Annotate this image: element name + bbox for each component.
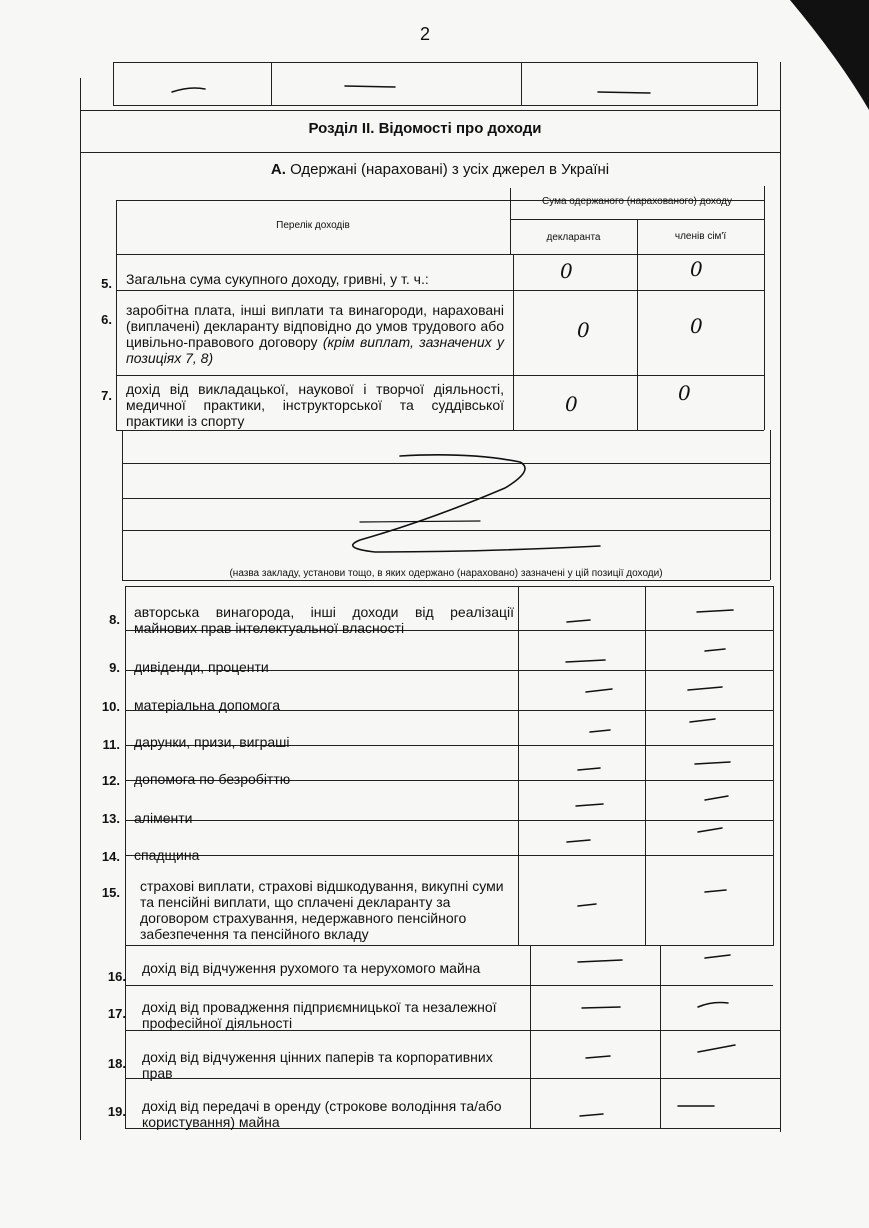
row-number: 16. [107, 969, 126, 984]
row-number: 18. [107, 1056, 126, 1071]
family-value: 0 [690, 314, 703, 338]
dash-mark [590, 730, 610, 732]
row-label: авторська винагорода, інші доходи від реалізації майнових прав інтелектуальної власності [134, 604, 514, 636]
dash-mark [705, 890, 726, 892]
header-income-list: Перелік доходів [276, 220, 350, 231]
dash-mark [566, 660, 605, 662]
row-label: заробітна плата, інші виплати та винагороди, нараховані (виплачені) декларанту відповідно до умов трудового або цивільно-правового договору [126, 302, 504, 350]
dash-mark [698, 1003, 728, 1008]
page-number: 2 [420, 24, 431, 44]
dash-mark [690, 719, 715, 722]
strike-line-mark [360, 521, 480, 522]
row-number: 19. [107, 1104, 126, 1119]
row-label: аліменти [134, 810, 193, 826]
scan-corner-shadow [790, 0, 869, 110]
row-number: 14. [101, 849, 120, 864]
declarant-value: 0 [560, 259, 573, 283]
dash-mark [578, 904, 596, 906]
dash-mark [586, 689, 612, 692]
header-amount: Сума одержаного (нарахованого) доходу [541, 196, 732, 207]
row-label: дарунки, призи, виграші [134, 734, 290, 750]
family-value: 0 [678, 381, 691, 405]
row-number: 8. [109, 612, 120, 627]
dash-mark [695, 762, 730, 764]
row-number: 9. [109, 660, 120, 675]
dash-mark [688, 687, 722, 690]
dash-mark [345, 86, 395, 87]
dash-mark [567, 840, 590, 842]
row-number: 15. [101, 885, 120, 900]
dash-mark [567, 620, 590, 622]
row-label: допомога по безробіттю [134, 771, 291, 787]
row-number: 11. [102, 737, 120, 752]
row-number: 6. [101, 312, 112, 327]
row-label: Загальна сума сукупного доходу, гривні, у т. ч.: [126, 271, 429, 287]
row-number: 13. [101, 811, 120, 826]
dash-mark [598, 92, 650, 93]
dash-mark [576, 804, 603, 806]
row-note: (крім виплат, зазначених у позиціях 7, 8) [126, 334, 504, 366]
dash-mark [698, 1045, 735, 1052]
dash-mark [578, 768, 600, 770]
dash-mark [586, 1056, 610, 1058]
section-title: Розділ ІІ. Відомості про доходи [308, 120, 542, 137]
dash-mark [705, 955, 730, 958]
row-label: дивіденди, проценти [134, 659, 269, 675]
row-label: матеріальна допомога [134, 697, 281, 713]
header-family: членів сім'ї [674, 231, 727, 242]
row-label: страхові виплати, страхові відшкодування, викупні суми та пенсійні виплати, що сплачені декларанту за договором страхування, недержавного пенсійного забезпечення та пенсійного вкладу [140, 878, 504, 942]
z-strike-mark [353, 455, 600, 552]
family-value: 0 [690, 257, 703, 281]
dash-mark [172, 88, 205, 92]
row-number: 17. [107, 1006, 126, 1021]
dash-mark [582, 1007, 620, 1008]
subsection-letter: А. [270, 161, 286, 178]
dash-mark [705, 796, 728, 800]
dash-mark [578, 960, 622, 962]
subsection-text: Одержані (нараховані) з усіх джерел в Україні [290, 161, 610, 178]
row-number: 5. [101, 276, 112, 291]
row-label: дохід від провадження підприємницької та незалежної професійної діяльності [142, 999, 497, 1031]
row-number: 10. [101, 699, 120, 714]
row-label: дохід від відчуження цінних паперів та корпоративних прав [142, 1049, 493, 1081]
dash-mark [697, 610, 733, 612]
row-label: дохід від передачі в оренду (строкове володіння та/або користування) майна [142, 1098, 502, 1130]
declarant-value: 0 [577, 318, 590, 342]
row-number: 7. [101, 388, 112, 403]
declarant-value: 0 [565, 392, 578, 416]
header-declarant: декларанта [546, 232, 601, 243]
row-label: дохід від відчуження рухомого та нерухомого майна [142, 960, 481, 976]
dash-mark [580, 1114, 603, 1116]
row-number: 12. [101, 773, 120, 788]
dash-mark [705, 649, 725, 651]
institution-caption: (назва закладу, установи тощо, в яких одержано (нараховано) зазначені у цій позиції доходи) [229, 568, 663, 579]
row-label: дохід від викладацької, наукової і творчої діяльності, медичної практики, інструкторської та суддівської практики із спорту [126, 381, 504, 429]
row-label: спадщина [134, 847, 200, 863]
dash-mark [698, 828, 722, 832]
